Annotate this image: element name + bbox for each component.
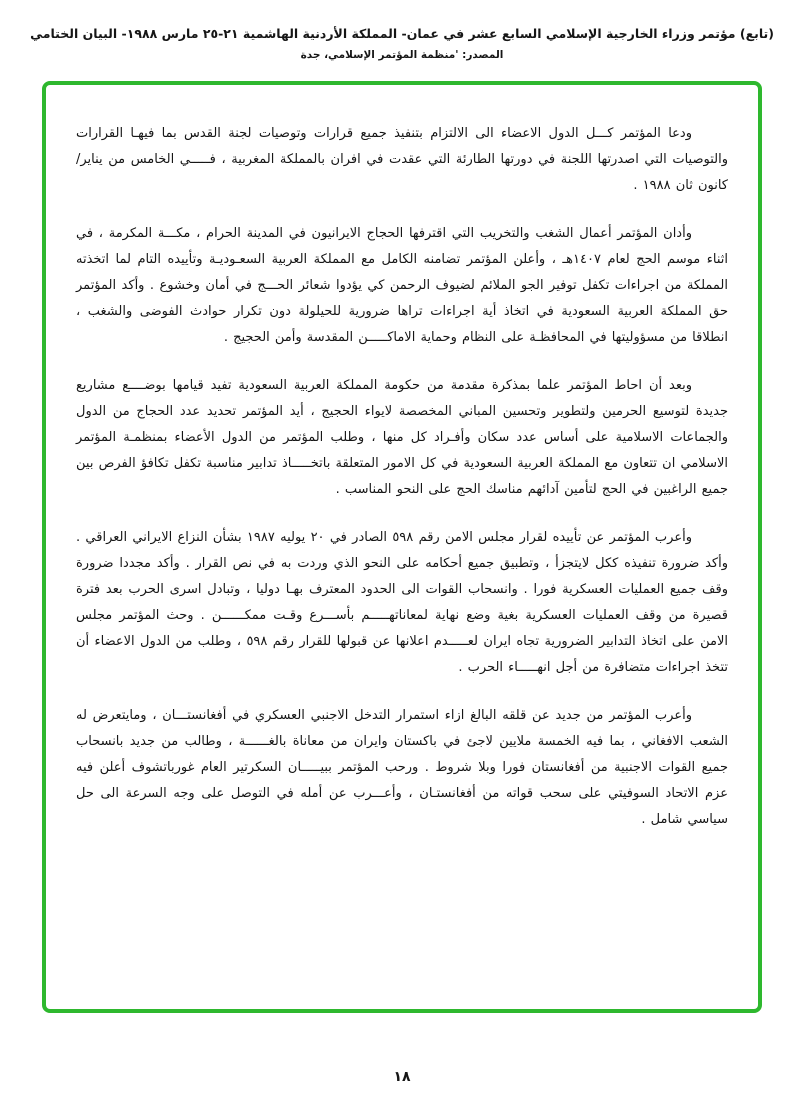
document-header (0, 0, 804, 61)
body-paragraph-5: وأعرب المؤتمر من جديد عن قلقه البالغ ازاء استمرار التدخل الاجنبي العسكري في أفغانستـــان ، ومايتعرض له الشعب الافغاني ، بما فيه الخمسة ملايين لاجئ في باكستان وايران من معاناة بالغــــــة ، وطالب من جديد بانسحاب جميع القوات الاجنبية من أفغانستان فورا وبلا شروط . ورحب المؤتمر ببيـــــان السكرتير العام غورباتشوف أعلن فيه عزم الاتحاد السوفيتي على سحب قواته من أفغانستـان ، وأعـــرب عن أمله في التوصل على وجه السرعة الى حل سياسي شامل . (76, 708, 728, 827)
body-paragraph-2: وأدان المؤتمر أعمال الشغب والتخريب التي اقترفها الحجاج الايرانيون في المدينة الحرام ، مكـــة المكرمة ، في اثناء موسم الحج لعام ١٤٠٧هـ ، وأعلن المؤتمر تضامنه الكامل مع المملكة العربية السعـوديـة وتأييده التام لما اتخذته المملكة من اجراءات تكفل توفير الجو الملائم لضيوف الرحمن كي يؤدوا شعائر الحـــج في أمان وخشوع . وأكد المؤتمر حق المملكة العربية السعودية في اتخاذ أية اجراءات تراها ضرورية للحيلولة دون تكرار حوادث الفوضى والشغب ، انطلاقا من مسؤوليتها في المحافظـة على النظام وحماية الاماكـــــن المقدسة وأمن الحجيج . (76, 226, 728, 345)
page-footer (0, 1066, 804, 1085)
body-paragraph-3: وبعد أن احاط المؤتمر علما بمذكرة مقدمة من حكومة المملكة العربية السعودية تفيد قيامها بوضــــع مشاريع جديدة لتوسيع الحرمين ولتطوير وتحسين المباني المخصصة لايواء الحجيج ، أيد المؤتمر تحديد عدد الحجاج من الدول والجماعات الاسلامية على أساس عدد سكان وأفـراد كل منها ، وطلب المؤتمر من الدول الأعضاء بمنظمـة المؤتمر الاسلامي ان تتعاون مع المملكة العربية السعودية في كل الامور المتعلقة باتخـــــاذ تدابير مناسبة تكفل تكافؤ الفرص بين جميع الراغبين في الحج لتأمين آدائهم مناسك الحج على النحو المناسب . (76, 378, 728, 497)
body-paragraph-4: وأعرب المؤتمر عن تأييده لقرار مجلس الامن رقم ٥٩٨ الصادر في ٢٠ يوليه ١٩٨٧ بشأن النزاع الايراني العراقي . وأكد ضرورة تنفيذه ككل لايتجزأ ، وتطبيق جميع أحكامه على النحو الذي وردت به في نص القرار . وأكد مجددا ضرورة وقف جميع العمليات العسكرية فورا . وانسحاب القوات الى الحدود المعترف بهـا دوليا ، وتبادل اسرى الحرب بعد فترة قصيرة من وقف العمليات العسكرية بغية وضع نهاية لمعاناتهـــــم بأســـرع وقـت ممكــــــن . وحث المؤتمر مجلس الامن على اتخاذ التدابير الضرورية تجاه ايران لعـــــدم اعلانها عن قبولها للقرار رقم ٥٩٨ ، وطلب من الدول الاعضاء أن تتخذ اجراءات متضافرة من أجل انهـــــاء الحرب . (76, 530, 728, 675)
page-number: ١٨ (393, 1069, 411, 1085)
document-title: (تابع) مؤتمر وزراء الخارجية الإسلامي السابع عشر في عمان- المملكة الأردنية الهاشمية ٢١-٢٥ مارس ١٩٨٨- البيان الختامي (30, 26, 774, 41)
body-paragraph-1: ودعا المؤتمر كـــل الدول الاعضاء الى الالتزام بتنفيذ جميع قرارات وتوصيات لجنة القدس بما فيهـا القرارات والتوصيات التي اصدرتها اللجنة في دورتها الطارئة التي عقدت في افران بالمملكة المغربية ، فـــــي الخامس من يناير/كانون ثان ١٩٨٨ . (76, 126, 728, 193)
document-source-line: المصدر: 'منظمة المؤتمر الإسلامي، جدة (300, 49, 504, 61)
green-border-frame (42, 81, 762, 1013)
